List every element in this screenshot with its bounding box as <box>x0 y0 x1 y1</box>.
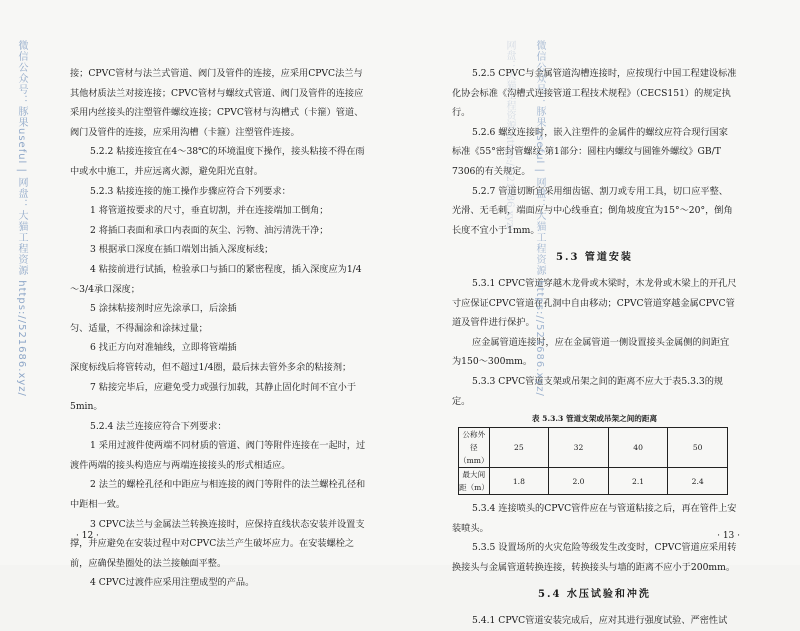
list-item: 2 法兰的螺栓孔径和中距应与相连接的阀门等附件的法兰螺栓孔径和中距相一致。 <box>70 479 366 511</box>
table-cell: 50 <box>668 428 728 468</box>
page-number: · 13 · <box>717 531 740 541</box>
section-heading: 5.4 水压试验和冲洗 <box>538 589 651 601</box>
watermark: 微信公众号：豚果useful | 网盘：大猫工程资源 https://521686.xyz/ <box>16 40 27 397</box>
clause-5-2-6: 5.2.6 螺纹连接时，嵌入注塑件的金属件的螺纹应符合现行国家标准《55°密封管螺纹 第1部分：圆柱内螺纹与圆锥外螺纹》GB/T 7306的有关规定。 <box>452 126 728 177</box>
clause-5-3-4: 5.3.4 连接喷头的CPVC管件应在与管道粘接之后，再在管件上安装喷头。 <box>452 503 737 534</box>
list-item-continued: 匀、适量，不得漏涂和涂抹过量； <box>70 322 208 334</box>
list-item-continued: 深度标线后将管转动，但不超过1/4圈，最后抹去管外多余的粘接剂； <box>70 361 352 373</box>
clause-5-3-3: 5.3.3 CPVC管道支架或吊架之间的距离不应大于表5.3.3的规定。 <box>452 375 724 407</box>
left-page-text <box>70 64 370 593</box>
list-item: 7 粘接完毕后，应避免受力或强行加载，其静止固化时间不宜小于5min。 <box>70 381 357 413</box>
clause-5-3-5: 5.3.5 设置场所的火灾危险等级发生改变时，CPVC管道应采用转换接头与金属管道转换连接，转换接头与墙的距离不应小于200mm。 <box>452 542 737 573</box>
table-row <box>459 468 728 495</box>
clause-5-3-2: 应金属管道连接时，应在金属管道一侧设置接头金属侧的间距宜为150～300mm。 <box>452 336 730 368</box>
table-cell: 2.0 <box>549 468 609 495</box>
section-heading: 5.3 管道安装 <box>556 252 633 264</box>
clause-5-2-2: 5.2.2 粘接连接宜在4～38℃的环境温度下操作，接头粘接不得在雨中或水中施工，并应远离火源，避免阳光直射。 <box>70 146 365 177</box>
clause-5-4-1: 5.4.1 CPVC管道安装完成后，应对其进行强度试验、严密性试 <box>472 615 728 627</box>
list-item: 2 将插口表面和承口内表面的灰尘、污物、油污清洗干净； <box>90 224 329 236</box>
list-item: 5 涂抹粘接剂时应先涂承口，后涂插 <box>90 303 237 315</box>
table-header-cell: 公称外径（mm） <box>459 428 490 468</box>
table-row <box>459 428 728 468</box>
table-cell: 1.8 <box>489 468 549 495</box>
support-spacing-table <box>458 427 728 495</box>
list-item: 4 CPVC过渡件应采用注塑成型的产品。 <box>90 577 255 589</box>
list-item: 4 粘接前进行试插，检验承口与插口的紧密程度，插入深度应为1/4～3/4承口深度； <box>70 263 362 295</box>
table-cell: 2.1 <box>608 468 668 495</box>
clause-5-2-7: 5.2.7 管道切断宜采用细齿锯、割刀或专用工具，切口应平整、光滑、无毛刺，端面应与中心线垂直；倒角坡度宜为15°～20°，倒角长度不宜小于1mm。 <box>452 185 733 236</box>
right-page-text <box>452 64 737 631</box>
list-item: 1 将管道按要求的尺寸，垂直切割，并在连接端加工倒角； <box>90 205 329 217</box>
list-item: 1 采用过渡件使两端不同材质的管道、阀门等附件连接在一起时，过渡件两端的接头构造应与两端连接接头的形式相适应。 <box>70 440 366 471</box>
list-item: 3 根据承口深度在插口端划出插入深度标线； <box>90 244 274 256</box>
watermark: 微信公众号：豚果useful | 网盘：大猫工程资源 https://521686.xyz/ <box>534 40 545 397</box>
clause-5-2-3: 5.2.3 粘接连接的施工操作步骤应符合下列要求： <box>90 185 291 197</box>
page-number: · 12 · <box>76 531 99 541</box>
table-caption: 表 5.3.3 管道支架或吊架之间的距离 <box>531 414 658 424</box>
clause-5-2-5: 5.2.5 CPVC与金属管道沟槽连接时，应按现行中国工程建设标准化协会标准《沟槽式连接管道工程技术规程》（CECS151）的规定执行。 <box>452 68 737 119</box>
left-page <box>0 0 400 589</box>
table-cell: 25 <box>489 428 549 468</box>
table-cell: 40 <box>608 428 668 468</box>
watermark: 网盘：大猫工程资源 https://521686.xyz/ <box>504 40 515 231</box>
clause-5-3-1: 5.3.1 CPVC管道穿越木龙骨或木梁时，木龙骨或木梁上的开孔尺寸应保证CPVC管道在孔洞中自由移动；CPVC管道穿越金属CPVC管道及管件进行保护。 <box>452 277 737 329</box>
table-cell: 32 <box>549 428 609 468</box>
list-item: 3 CPVC法兰与金属法兰转换连接时，应保持直线状态安装并设置支撑，并应避免在安装过程中对CPVC法兰产生破坏应力。在安装螺栓之前，应确保垫圈处的法兰接触面平整。 <box>70 518 365 569</box>
table-cell: 2.4 <box>668 468 728 495</box>
table-header-cell: 最大间距（m） <box>459 468 490 495</box>
paragraph: 接；CPVC管材与法兰式管道、阀门及管件的连接，应采用CPVC法兰与其他材质法兰对接连接；CPVC管材与螺纹式管道、阀门及管件的连接应采用内丝接头的注塑管件螺纹连接；CPVC管材与沟槽式（卡箍）管道、阀门及管件的连接，应采用沟槽（卡箍）注塑管件连接。 <box>70 68 364 138</box>
list-item: 6 找正方向对准轴线，立即将管端插 <box>90 342 237 354</box>
clause-5-2-4: 5.2.4 法兰连接应符合下列要求： <box>90 420 227 432</box>
